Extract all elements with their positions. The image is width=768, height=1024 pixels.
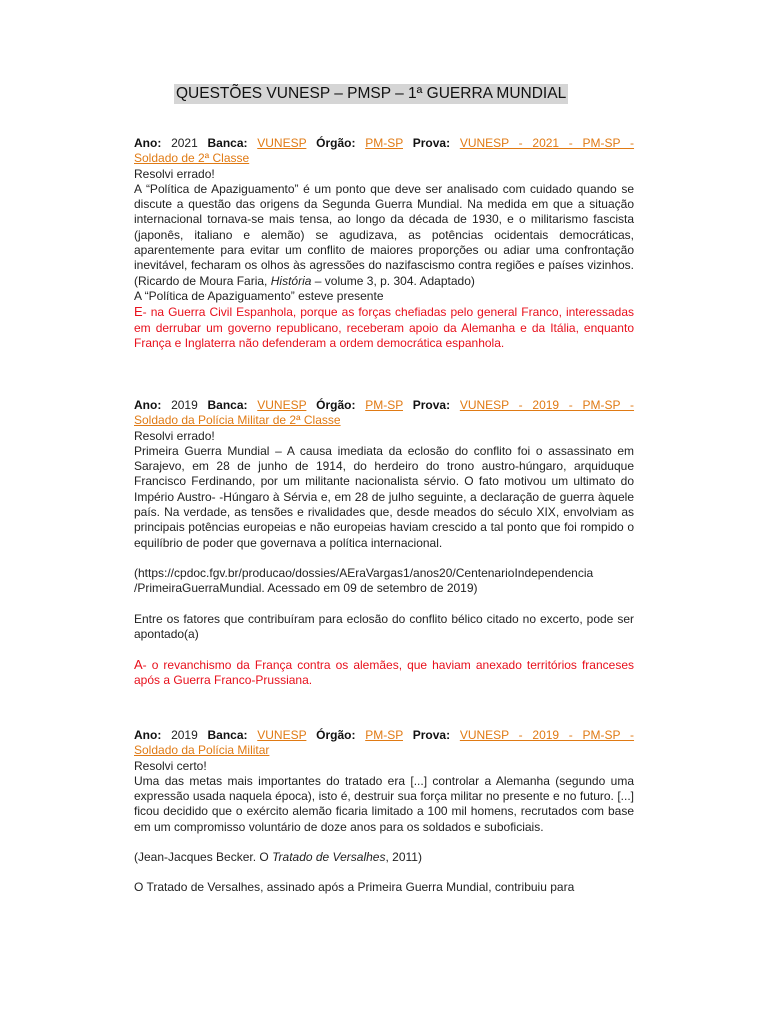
question-prompt: O Tratado de Versalhes, assinado após a Primeira Guerra Mundial, contribuiu para (134, 880, 575, 895)
banca-link[interactable]: VUNESP (257, 398, 307, 412)
question-block-3 (134, 728, 634, 896)
ano-value: 2021 (171, 136, 198, 150)
source-title: História (270, 273, 312, 288)
banca-label: Banca: (207, 728, 248, 742)
document-title: QUESTÕES VUNESP – PMSP – 1ª GUERRA MUNDIAL (176, 85, 567, 102)
answer-text: - na Guerra Civil Espanhola, porque as forças chefiadas pelo general Franco, interessadas em derrubar um governo republicano, receberam apoio da Alemanha e da Itália, enquanto França e Inglaterra não defenderam a ordem democrática espanhola. (134, 305, 634, 350)
orgao-label: Órgão: (316, 136, 356, 150)
answer (134, 304, 634, 351)
source-citation (134, 850, 634, 865)
source-author: (Jean-Jacques Becker. O (134, 850, 269, 865)
ano-value: 2019 (171, 398, 198, 412)
prova-link[interactable]: VUNESP - 2019 - PM-SP - (459, 398, 635, 412)
prova-link-continued[interactable]: Soldado da Polícia Militar de 2ª Classe (134, 413, 341, 428)
prova-label: Prova: (412, 728, 451, 742)
banca-label: Banca: (207, 136, 248, 150)
source-title: Tratado de Versalhes (272, 850, 386, 865)
orgao-link[interactable]: PM-SP (365, 728, 403, 742)
question-text-body: A “Política de Apaziguamento” é um ponto que deve ser analisado com cuidado quando se discute a questão das origens da Segunda Guerra Mundial. Na medida em que a situação internacional tornava-se mais tensa, ao longo da década de 1930, e o militarismo fascista (japonês, italiano e alemão) se agudizava, as potências ocidentais democráticas, aparentemente para evitar um conflito de maiores proporções ou adiar uma confrontação inevitável, fecharam os olhos às agressões do nazifascismo contra regiões e países vizinhos. (Ricardo de Moura Faria, (134, 181, 634, 288)
prova-label: Prova: (412, 136, 451, 150)
question-text: Uma das metas mais importantes do tratado era [...] controlar a Alemanha (segundo uma expressão usada naquela época), isto é, destruir sua força militar no presente e no futuro. [...] ficou decidido que o exército alemão ficaria limitado a 100 mil homens, recrutados com base em um compromisso voluntário de doze anos para os soldados e suboficiais. (134, 773, 634, 834)
source-year: , 2011) (385, 850, 422, 865)
answer-letter: E (134, 304, 143, 320)
answer-text: - o revanchismo da França contra os alemães, que haviam anexado territórios franceses após a Guerra Franco-Prussiana. (134, 658, 634, 688)
answer-letter: A (134, 657, 143, 673)
spacer (134, 642, 634, 657)
ano-value: 2019 (171, 728, 198, 742)
orgao-link[interactable]: PM-SP (365, 398, 403, 412)
banca-link[interactable]: VUNESP (257, 136, 307, 150)
source-url-line-2: /PrimeiraGuerraMundial. Acessado em 09 de setembro de 2019) (134, 581, 478, 596)
question-meta (134, 136, 634, 151)
answer (134, 657, 634, 689)
question-meta (134, 398, 634, 413)
question-prompt: Entre os fatores que contribuíram para eclosão do conflito bélico citado no excerto, pode ser apontado(a) (134, 611, 634, 641)
prova-label: Prova: (412, 398, 451, 412)
question-text (134, 182, 634, 289)
result-status: Resolvi errado! (134, 428, 215, 443)
ano-label: Ano: (134, 728, 162, 742)
source-url-line-1: (https://cpdoc.fgv.br/producao/dossies/AEraVargas1/anos20/CentenarioIndependencia (134, 565, 594, 580)
question-text: Primeira Guerra Mundial – A causa imediata da eclosão do conflito foi o assassinato em Sarajevo, em 28 de junho de 1914, do herdeiro do trono austro-húngaro, arquiduque Francisco Ferdinando, por um militante nacionalista sérvio. O fato motivou um ultimato do Império Austro- -Húngaro à Sérvia e, em 28 de julho seguinte, a declaração de guerra àquele país. Na verdade, as tensões e rivalidades que, desde meados do século XIX, envolviam as principais potências europeias e não europeias haviam crescido a tal ponto que foi rompido o equilíbrio de poder que governava a política internacional. (134, 443, 634, 550)
prova-link[interactable]: VUNESP - 2019 - PM-SP - (459, 728, 635, 742)
spacer (134, 597, 634, 612)
question-block-1 (134, 136, 634, 351)
question-prompt: A “Política de Apaziguamento” esteve presente (134, 288, 384, 303)
banca-link[interactable]: VUNESP (257, 728, 307, 742)
result-status: Resolvi certo! (134, 758, 207, 773)
ano-label: Ano: (134, 136, 162, 150)
orgao-label: Órgão: (316, 398, 356, 412)
prova-link[interactable]: VUNESP - 2021 - PM-SP - (459, 136, 635, 150)
spacer (134, 835, 634, 850)
spacer (134, 551, 634, 566)
spacer (134, 865, 634, 880)
result-status: Resolvi errado! (134, 166, 215, 181)
prova-link-continued[interactable]: Soldado da Polícia Militar (134, 743, 270, 758)
prova-link-continued[interactable]: Soldado de 2ª Classe (134, 151, 250, 166)
orgao-link[interactable]: PM-SP (365, 136, 403, 150)
source-details: – volume 3, p. 304. Adaptado) (314, 273, 475, 288)
question-meta (134, 728, 634, 743)
ano-label: Ano: (134, 398, 162, 412)
question-block-2 (134, 398, 634, 689)
orgao-label: Órgão: (316, 728, 356, 742)
banca-label: Banca: (207, 398, 248, 412)
